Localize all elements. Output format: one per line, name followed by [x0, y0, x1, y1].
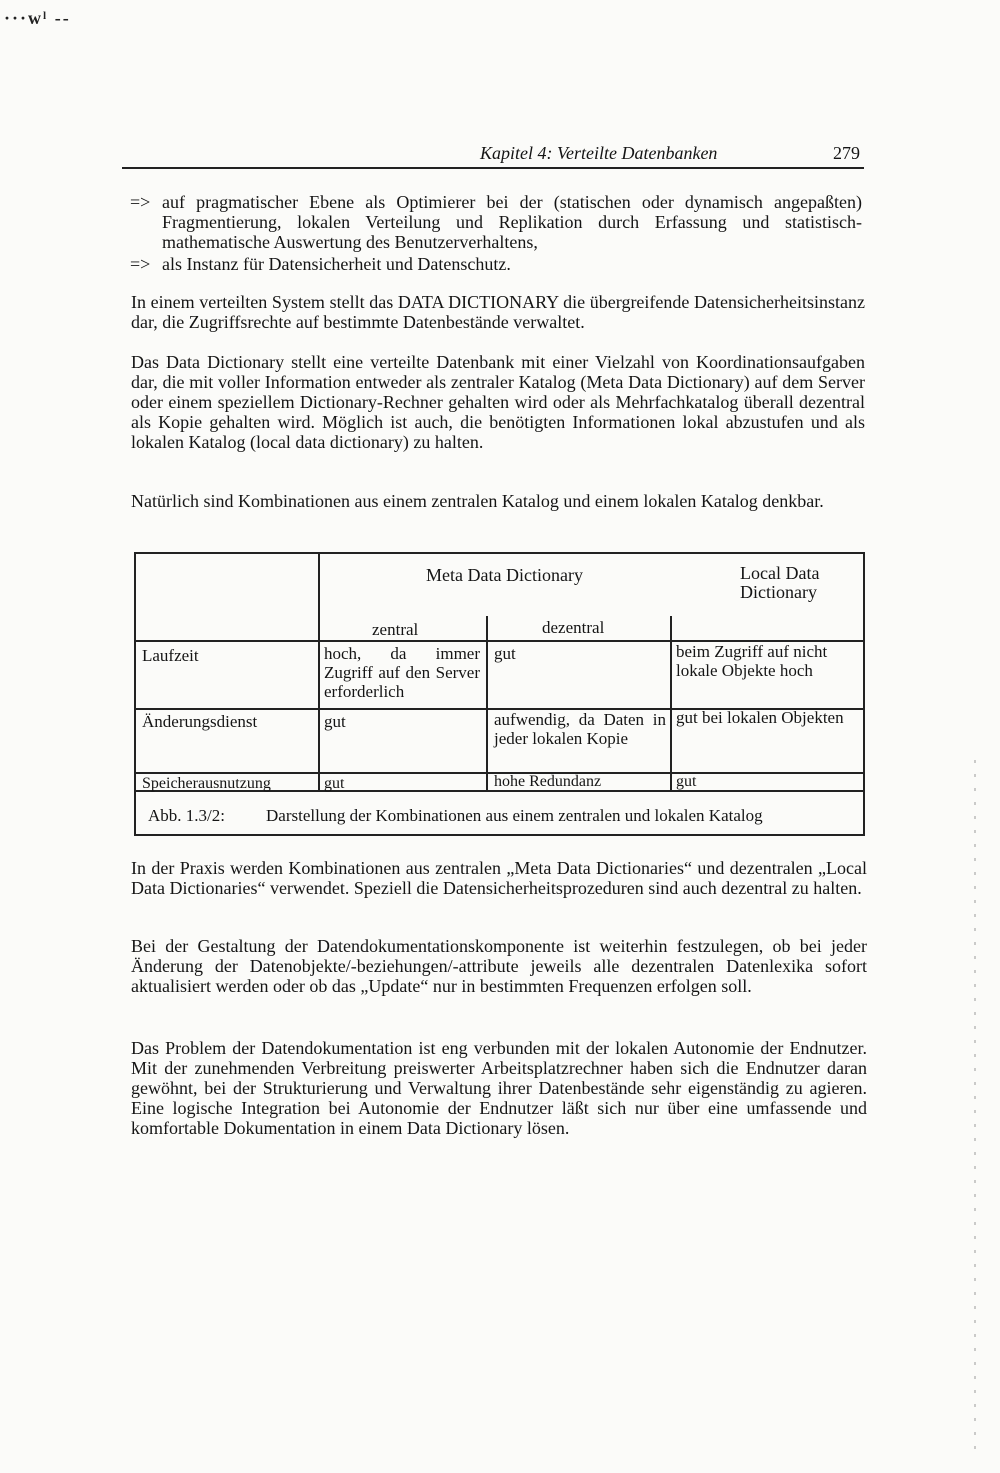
figure-caption-label: Abb. 1.3/2: — [148, 806, 225, 825]
bullet-text: als Instanz für Datensicherheit und Datenschutz. — [162, 254, 511, 274]
subheader-dezentral: dezentral — [542, 618, 605, 637]
page-header — [122, 143, 864, 169]
cell-speicher-dezentral: hohe Redundanz — [494, 773, 602, 790]
bullet-item — [130, 254, 870, 274]
page-number: 279 — [833, 143, 860, 163]
cell-aenderungsdienst-zentral: gut — [324, 712, 346, 731]
paragraph: Das Data Dictionary stellt eine verteilte Datenbank mit einer Vielzahl von Koordinationsaufgaben dar, die mit voller Information entweder als zentraler Katalog (Meta Data Dictionary) auf dem Server oder einem speziellem Dictionary-Rechner gehalten wird oder als Mehrfachkatalog überall dezentral als Kopie gehalten wird. Möglich ist auch, die benötigten Informationen lokal abzustufen und als lokalen Katalog (local data dictionary) zu halten. — [131, 352, 865, 452]
header-local-data-dictionary: Local Data Dictionary — [740, 563, 820, 602]
bullet-text: auf pragmatischer Ebene als Optimierer bei der (statischen oder dynamisch angepaßten) Fragmentierung, lokalen Verteilung und Replikation durch Erfassung und statistisch-mathematische Auswertung des Benutzerverhaltens, — [162, 192, 862, 252]
cell-speicher-local: gut — [676, 773, 697, 790]
subheader-zentral: zentral — [372, 620, 419, 639]
paragraph: Natürlich sind Kombinationen aus einem zentralen Katalog und einem lokalen Katalog denkbar. — [131, 491, 824, 511]
bullet-item — [130, 192, 870, 252]
scan-edge-artifact — [974, 760, 976, 1460]
comparison-table — [134, 552, 865, 836]
paragraph: In einem verteilten System stellt das DATA DICTIONARY die übergreifende Datensicherheitsinstanz dar, die Zugriffsrechte auf bestimmte Datenbestände verwaltet. — [131, 292, 865, 332]
header-meta-data-dictionary: Meta Data Dictionary — [426, 565, 583, 585]
paragraph: In der Praxis werden Kombinationen aus zentralen „Meta Data Dictionaries“ und dezentralen „Local Data Dictionaries“ verwendet. Speziell die Datensicherheitsprozeduren sind auch dezentral zu halten. — [131, 858, 867, 898]
row-label-aenderungsdienst: Änderungsdienst — [142, 712, 258, 731]
arrow-symbol: => — [130, 192, 151, 212]
arrow-symbol: => — [130, 254, 151, 274]
figure-caption-text: Darstellung der Kombinationen aus einem zentralen und lokalen Katalog — [266, 806, 763, 825]
cell-aenderungsdienst-dezentral: aufwendig, da Daten in jeder lokalen Kopie — [494, 710, 666, 748]
cell-laufzeit-dezentral: gut — [494, 644, 516, 663]
cell-laufzeit-zentral: hoch, da immer Zugriff auf den Server erforderlich — [324, 644, 480, 701]
cell-speicher-zentral: gut — [324, 775, 345, 792]
row-label-laufzeit: Laufzeit — [142, 646, 199, 665]
cell-laufzeit-local: beim Zugriff auf nicht lokale Objekte hoch — [676, 642, 828, 680]
row-label-speicherausnutzung: Speicherausnutzung — [142, 775, 271, 792]
paragraph: Bei der Gestaltung der Datendokumentationskomponente ist weiterhin festzulegen, ob bei jeder Änderung der Datenobjekte/-beziehungen/-attribute jeweils alle dezentralen Datenlexika sofort aktualisiert werden oder ob das „Update“ nur in bestimmten Frequenzen erfolgen soll. — [131, 936, 867, 996]
paragraph: Das Problem der Datendokumentation ist eng verbunden mit der lokalen Autonomie der Endnutzer. Mit der zunehmenden Verbreitung preiswerter Arbeitsplatzrechner haben sich die Endnutzer daran gewöhnt, bei der Strukturierung und Verwaltung ihrer Datenbestände sehr eigenständig zu agieren. Eine logische Integration bei Autonomie der Endnutzer läßt sich nur über eine umfassende und komfortable Dokumentation in einem Data Dictionary lösen. — [131, 1038, 867, 1138]
cell-aenderungsdienst-local: gut bei lokalen Objekten — [676, 708, 844, 727]
scan-artifact: ···ᴡˡ ‐‐ — [4, 8, 71, 28]
running-title: Kapitel 4: Verteilte Datenbanken — [480, 143, 718, 163]
